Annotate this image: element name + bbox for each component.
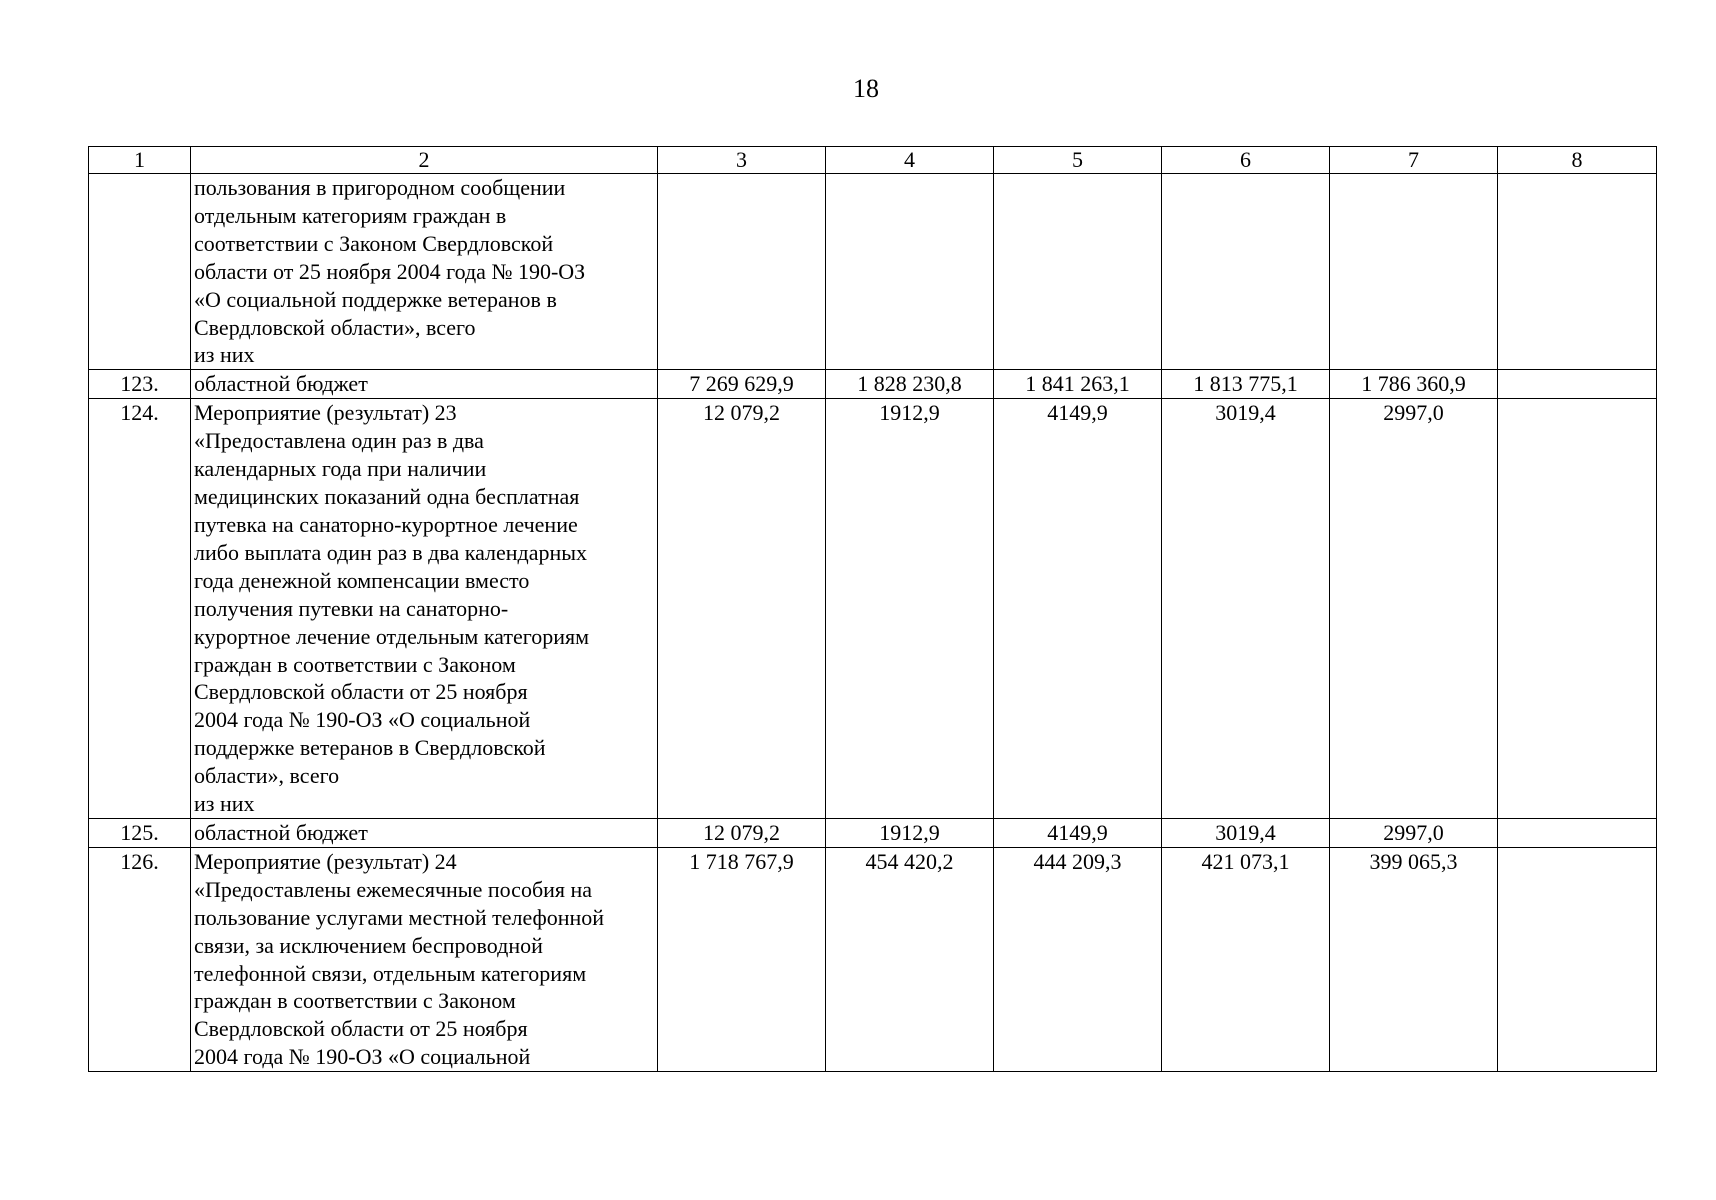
row-number: 126. [89,847,191,1071]
table-row [89,370,1657,399]
value-cell-col-3: 12 079,2 [658,818,826,847]
column-header: 2 [191,147,658,174]
description-line: Свердловской области от 25 ноября [194,679,528,705]
value-cell-col-7: 2997,0 [1330,818,1498,847]
column-header: 6 [1162,147,1330,174]
value-cell-col-3: 12 079,2 [658,399,826,819]
description-line: пользования в пригородном сообщении [194,175,566,200]
value-cell-col-7: 2997,0 [1330,399,1498,819]
description-line: медицинских показаний одна бесплатная [194,484,580,510]
column-header: 1 [89,147,191,174]
row-description [191,399,658,819]
description-line: Свердловской области от 25 ноября [194,1016,528,1042]
value-cell-col-7: 399 065,3 [1330,847,1498,1071]
column-header: 4 [826,147,994,174]
value-cell-col-8 [1498,399,1657,819]
column-header: 7 [1330,147,1498,174]
value-cell-col-5: 1 841 263,1 [994,370,1162,399]
value-cell-col-4: 1912,9 [826,818,994,847]
description-line: пользование услугами местной телефонной [194,904,605,930]
description-line: получения путевки на санаторно- [194,595,509,621]
description-line: «Предоставлены ежемесячные пособия на [194,876,593,902]
description-line: 2004 года № 190-ОЗ «О социальной [194,707,531,733]
description-line: областной бюджет [194,371,368,397]
value-cell-col-4: 1 828 230,8 [826,370,994,399]
page-number: 18 [853,74,879,103]
value-cell-col-7 [1330,174,1498,370]
description-line: 2004 года № 190-ОЗ «О социальной [194,1044,531,1070]
value-cell-col-4: 1912,9 [826,399,994,819]
description-line: Мероприятие (результат) 24 [194,848,457,874]
value-cell-col-6: 421 073,1 [1162,847,1330,1071]
description-line: граждан в соответствии с Законом [194,988,516,1014]
row-description [191,174,658,370]
description-line: либо выплата один раз в два календарных [194,539,588,565]
value-cell-col-5 [994,174,1162,370]
description-line: соответствии с Законом Свердловской [194,230,554,256]
description-line: области от 25 ноября 2004 года № 190-ОЗ [194,258,586,284]
value-cell-col-8 [1498,847,1657,1071]
value-cell-col-3: 7 269 629,9 [658,370,826,399]
table-row [89,399,1657,819]
value-cell-col-6 [1162,174,1330,370]
description-line: «Предоставлена один раз в два [194,428,484,454]
description-line: года денежной компенсации вместо [194,567,530,593]
value-cell-col-8 [1498,174,1657,370]
row-number [89,174,191,370]
description-line: путевка на санаторно-курортное лечение [194,511,578,537]
row-description [191,370,658,399]
row-description [191,818,658,847]
description-line: Мероприятие (результат) 23 [194,400,457,426]
table-row [89,847,1657,1071]
description-line: телефонной связи, отдельным категориям [194,960,587,986]
description-line: курортное лечение отдельным категориям [194,623,590,649]
description-line: из них [194,791,255,817]
description-line: «О социальной поддержке ветеранов в [194,286,557,312]
value-cell-col-6: 3019,4 [1162,818,1330,847]
value-cell-col-8 [1498,818,1657,847]
column-number-header-row [89,147,1657,174]
value-cell-col-4: 454 420,2 [826,847,994,1071]
description-line: граждан в соответствии с Законом [194,651,516,677]
value-cell-col-5: 4149,9 [994,399,1162,819]
row-number: 124. [89,399,191,819]
description-line: поддержке ветеранов в Свердловской [194,735,546,761]
row-description [191,847,658,1071]
value-cell-col-6: 3019,4 [1162,399,1330,819]
row-number: 123. [89,370,191,399]
budget-table [88,146,1657,1072]
value-cell-col-4 [826,174,994,370]
description-line: Свердловской области», всего [194,314,476,340]
value-cell-col-3 [658,174,826,370]
value-cell-col-5: 4149,9 [994,818,1162,847]
column-header: 5 [994,147,1162,174]
row-number: 125. [89,818,191,847]
description-line: областной бюджет [194,819,368,845]
column-header: 3 [658,147,826,174]
description-line: области», всего [194,763,340,789]
value-cell-col-3: 1 718 767,9 [658,847,826,1071]
column-header: 8 [1498,147,1657,174]
table-row [89,174,1657,370]
value-cell-col-5: 444 209,3 [994,847,1162,1071]
description-line: календарных года при наличии [194,456,487,482]
description-line: связи, за исключением беспроводной [194,932,543,958]
description-line: из них [194,342,255,368]
value-cell-col-6: 1 813 775,1 [1162,370,1330,399]
value-cell-col-8 [1498,370,1657,399]
value-cell-col-7: 1 786 360,9 [1330,370,1498,399]
description-line: отдельным категориям граждан в [194,202,507,228]
table-row [89,818,1657,847]
